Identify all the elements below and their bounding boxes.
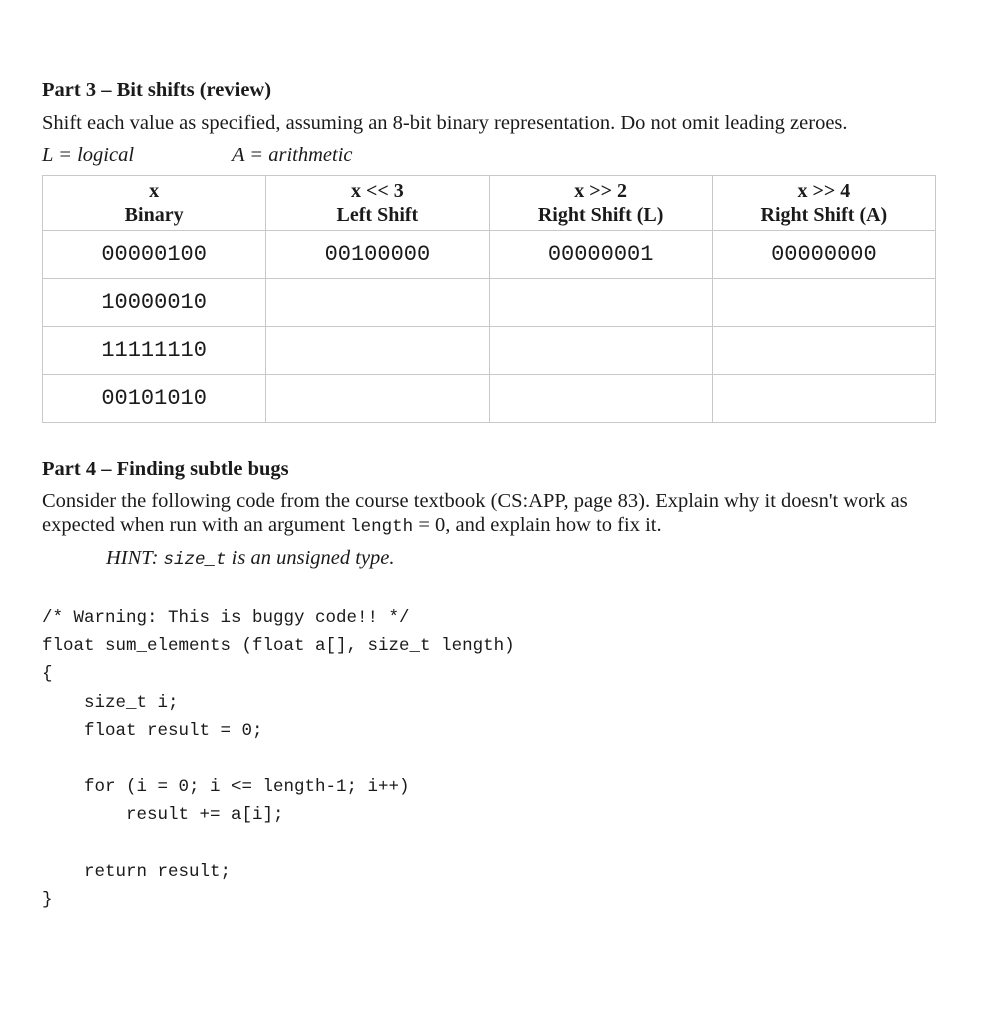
code-line: return result;	[42, 861, 232, 882]
part3-instructions: Shift each value as specified, assuming an 8-bit binary representation. Do not omit leading zeroes.	[42, 112, 848, 134]
column-header	[266, 176, 489, 231]
bit-shift-table	[42, 175, 936, 423]
hint-code: size_t	[163, 550, 227, 570]
part4-text-before: Consider the following code from the course textbook (CS:APP, page 83). Explain why it doesn't work as expected when run with an argument	[42, 490, 908, 536]
column-header	[489, 176, 712, 231]
binary-value-cell: 00000100	[43, 231, 266, 279]
binary-value-cell: 00101010	[43, 375, 266, 423]
column-header	[43, 176, 266, 231]
column-header-expr: x << 3	[350, 180, 404, 202]
arithmetic-right-shift-answer-cell[interactable]	[712, 327, 935, 375]
hint	[106, 546, 395, 572]
hint-suffix: is an unsigned type.	[226, 547, 395, 569]
code-line: result += a[i];	[42, 805, 284, 826]
table-row	[43, 327, 936, 375]
code-line: /* Warning: This is buggy code!! */	[42, 608, 410, 628]
logical-right-shift-answer-cell[interactable]	[489, 327, 712, 375]
column-header-label: Binary	[124, 204, 184, 226]
part3-heading: Part 3 – Bit shifts (review)	[42, 79, 272, 101]
code-line	[42, 745, 515, 773]
code-line: }	[42, 889, 53, 910]
legend-arithmetic: A = arithmetic	[232, 144, 353, 166]
code-line: float sum_elements (float a[], size_t length)	[42, 636, 515, 657]
column-header-expr: x	[149, 180, 160, 202]
arithmetic-right-shift-answer-cell[interactable]	[712, 375, 935, 423]
left-shift-answer-cell[interactable]	[266, 327, 489, 375]
arithmetic-right-shift-answer-cell[interactable]: 00000000	[712, 231, 935, 279]
hint-prefix: HINT:	[106, 547, 164, 569]
binary-value-cell: 10000010	[43, 279, 266, 327]
part4-description	[42, 489, 936, 539]
logical-right-shift-answer-cell[interactable]	[489, 375, 712, 423]
table-header-row	[43, 176, 936, 231]
part4-heading: Part 4 – Finding subtle bugs	[42, 458, 289, 480]
table-row	[43, 279, 936, 327]
code-block	[42, 604, 515, 914]
code-line	[42, 830, 515, 858]
arithmetic-right-shift-answer-cell[interactable]	[712, 279, 935, 327]
table-row	[43, 375, 936, 423]
code-line: size_t i;	[42, 692, 179, 713]
left-shift-answer-cell[interactable]	[266, 279, 489, 327]
column-header-label: Right Shift (L)	[537, 204, 664, 226]
code-line: {	[42, 664, 53, 685]
code-line: for (i = 0; i <= length-1; i++)	[42, 777, 410, 798]
column-header-expr: x >> 2	[574, 180, 628, 202]
column-header	[712, 176, 935, 231]
part4-inline-code: length	[350, 517, 414, 537]
table-row	[43, 231, 936, 279]
logical-right-shift-answer-cell[interactable]	[489, 279, 712, 327]
column-header-label: Left Shift	[336, 204, 419, 226]
logical-right-shift-answer-cell[interactable]: 00000001	[489, 231, 712, 279]
column-header-label: Right Shift (A)	[760, 204, 888, 226]
code-line: float result = 0;	[42, 720, 263, 741]
legend-logical: L = logical	[42, 144, 135, 166]
binary-value-cell: 11111110	[43, 327, 266, 375]
part4-text-after: = 0, and explain how to fix it.	[413, 514, 662, 536]
column-header-expr: x >> 4	[797, 180, 851, 202]
left-shift-answer-cell[interactable]: 00100000	[266, 231, 489, 279]
left-shift-answer-cell[interactable]	[266, 375, 489, 423]
